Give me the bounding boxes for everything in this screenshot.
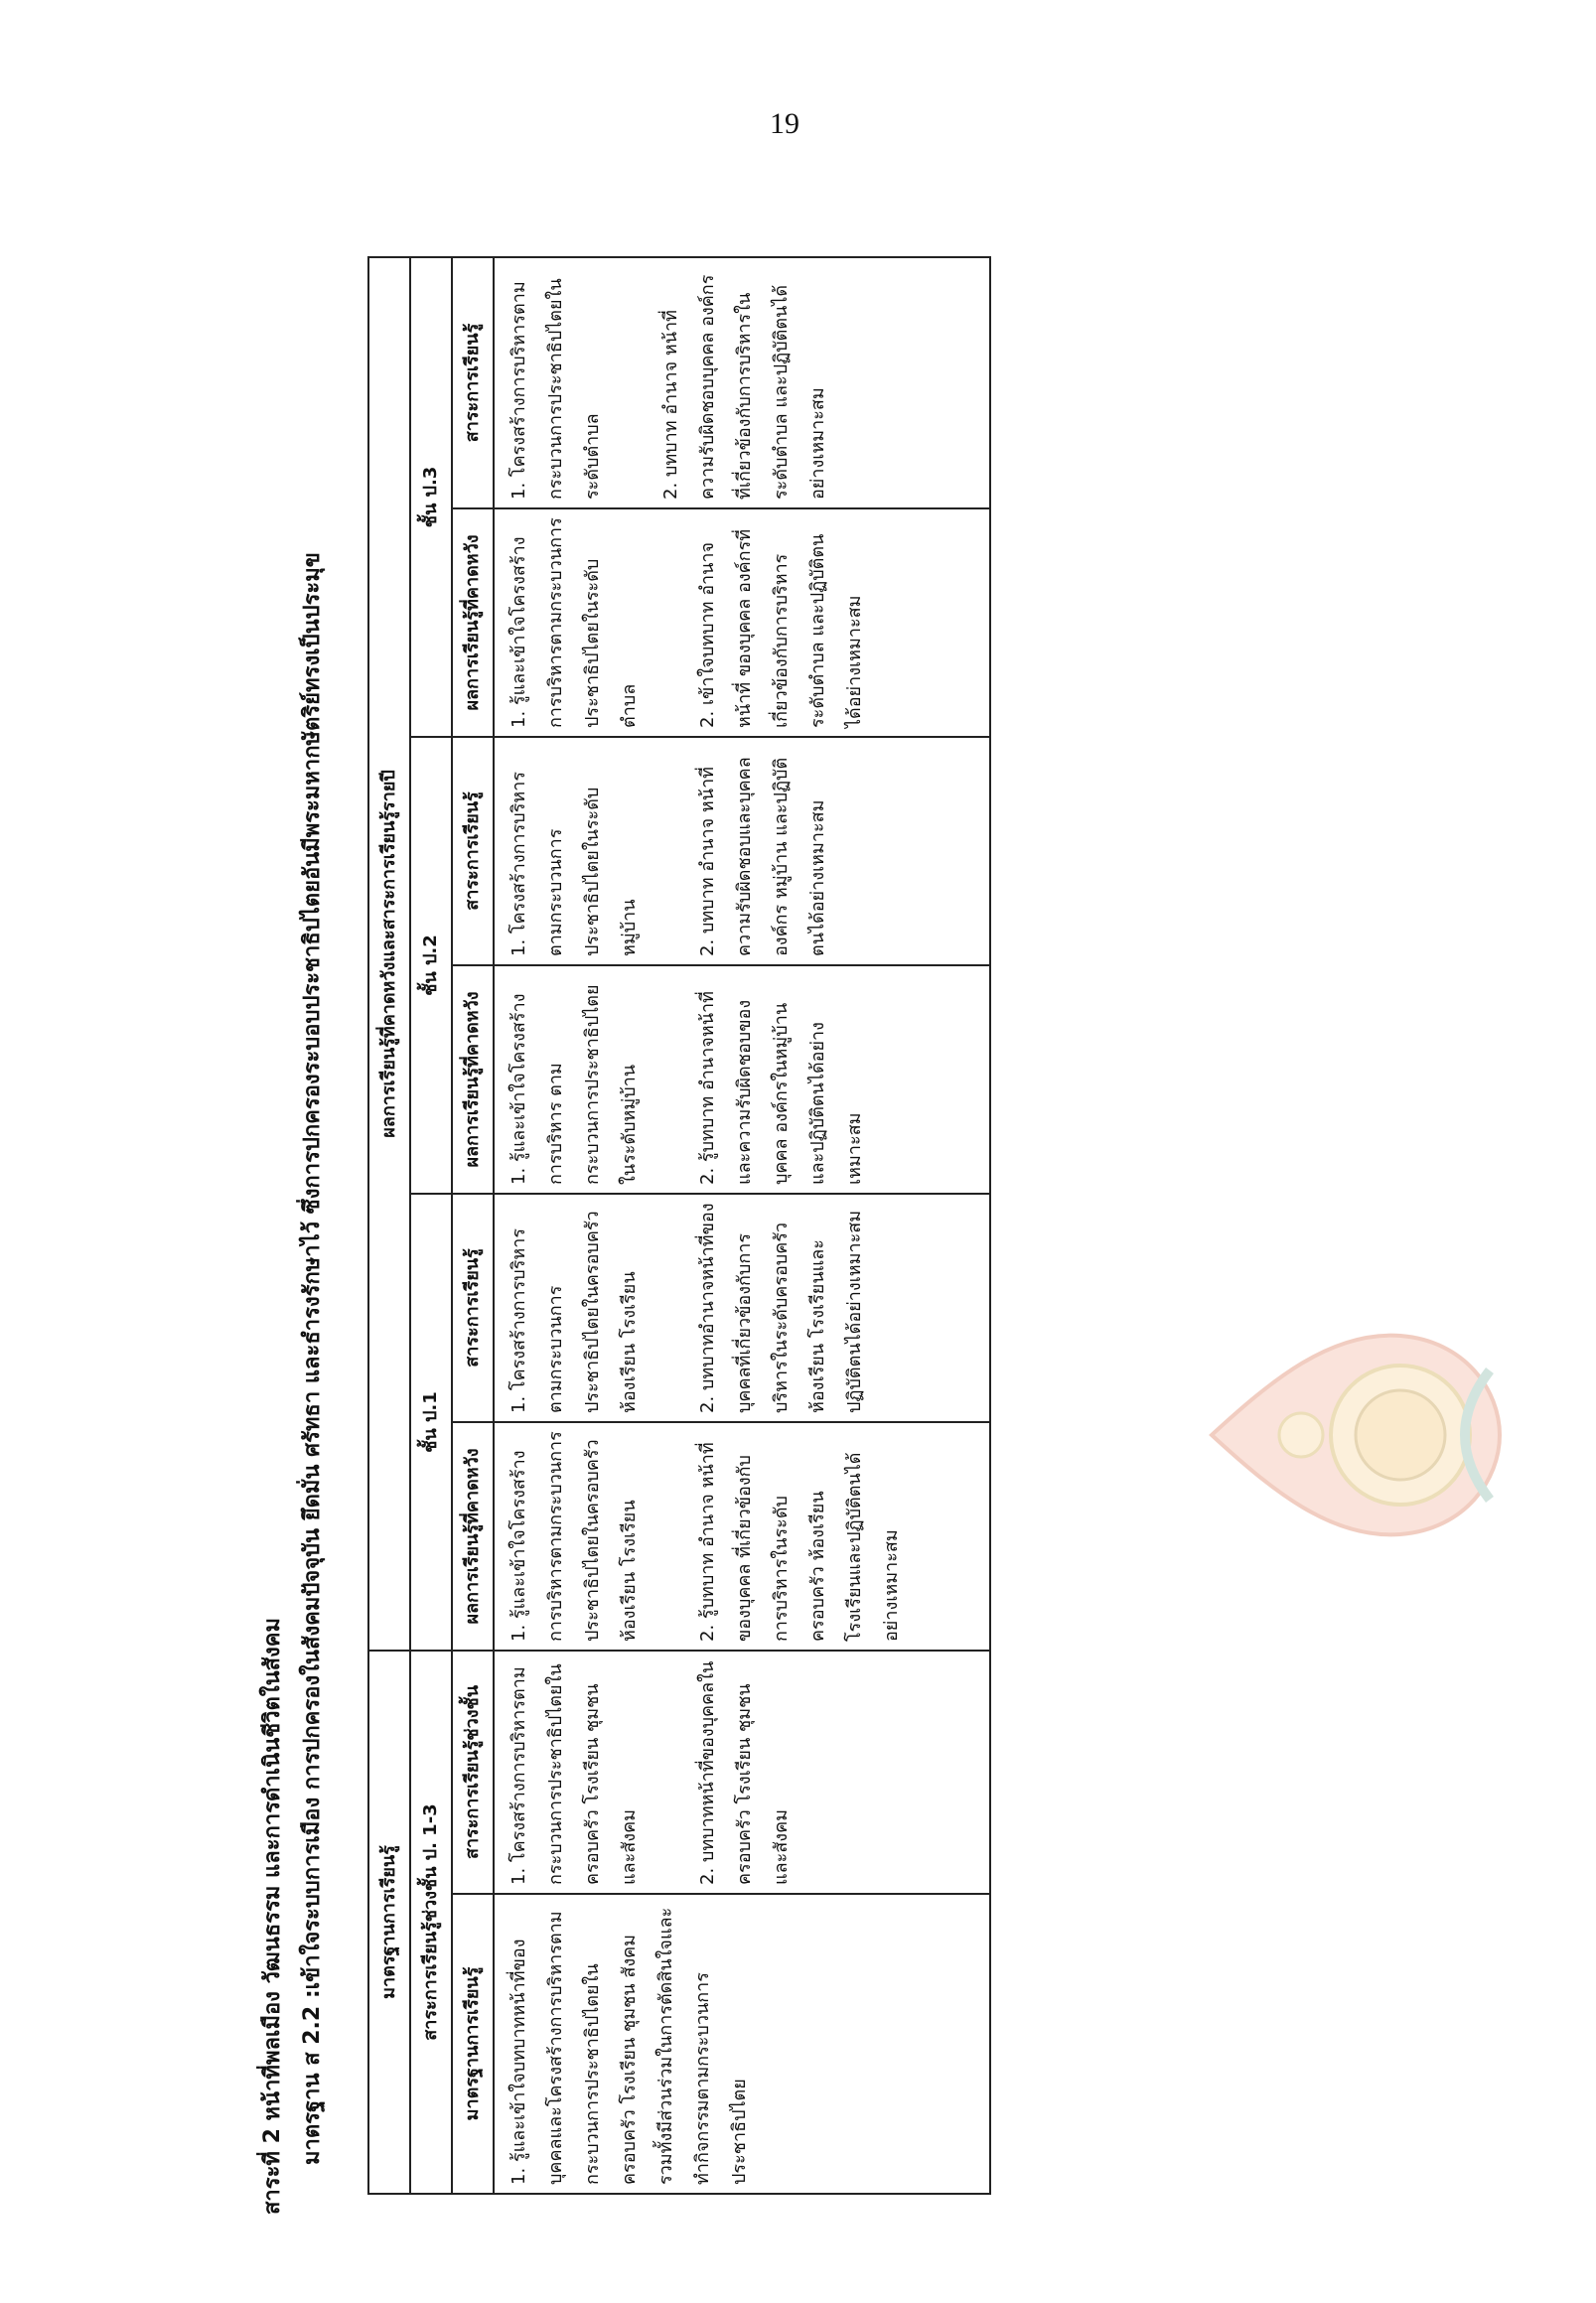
- cell-p1-outcomes: [494, 1422, 990, 1651]
- table-row: [494, 257, 990, 2194]
- col-header-p1-content: สาระการเรียนรู้: [452, 1194, 494, 1422]
- header-grade-p3: ชั้น ป.3: [410, 257, 452, 737]
- cell-standard: [494, 1894, 990, 2194]
- p2-content-2: 2. บทบาท อำนาจ หน้าที่ ความรับผิดชอบและบุคคล องค์กร หมู่บ้าน และปฏิบัติตนได้อย่างเหมาะสม: [697, 757, 828, 956]
- curriculum-table: [367, 256, 991, 2195]
- header-standards-group: มาตรฐานการเรียนรู้: [368, 1651, 410, 2194]
- p3-content-2: 2. บทบาท อำนาจ หน้าที่ ความรับผิดชอบบุคคล องค์กร ที่เกี่ยวข้องกับการบริหารในระดับตำบล และปฏิบัติตนได้อย่างเหมาะสม: [660, 274, 828, 500]
- p3-outcome-1: 1. รู้และเข้าใจโครงสร้างการบริหารตามกระบวนการประชาธิปไตยในระดับตำบล: [508, 517, 640, 728]
- page-number: 19: [770, 107, 799, 140]
- curriculum-item-1: 1. โครงสร้างการบริหารตามกระบวนการประชาธิปไตยในครอบครัว โรงเรียน ชุมชน และสังคม: [508, 1663, 640, 1885]
- standard-text: 1. รู้และเข้าใจบทบาทหน้าที่ของบุคคลและโครงสร้างการบริหารตามกระบวนการประชาธิปไตยในครอบครัว โรงเรียน ชุมชน สังคม รวมทั้งมีส่วนร่วมในการตัดสินใจและทำกิจกรรมตามกระบวนการประชาธิปไตย: [508, 1907, 750, 2185]
- col-header-p2-content: สาระการเรียนรู้: [452, 737, 494, 965]
- cell-p3-outcomes: [494, 508, 990, 737]
- cell-p2-outcomes: [494, 965, 990, 1194]
- p1-content-2: 2. บทบาทอำนาจหน้าที่ของบุคคลที่เกี่ยวข้องกับการบริหารในระดับครอบครัวห้องเรียน โรงเรียนและปฏิบัติตนได้อย่างเหมาะสม: [697, 1203, 865, 1413]
- col-header-curriculum: สาระการเรียนรู้ช่วงชั้น: [452, 1651, 494, 1894]
- col-header-standard: มาตรฐานการเรียนรู้: [452, 1894, 494, 2194]
- strand-title: สาระที่ 2 หน้าที่พลเมือง วัฒนธรรม และการดำเนินชีวิตในสังคม: [260, 1618, 285, 2215]
- p2-outcome-2: 2. รู้บทบาท อำนาจหน้าที่และความรับผิดชอบของบุคคล องค์กรในหมู่บ้าน และปฏิบัติตนได้อย่างเหมาะสม: [697, 991, 865, 1185]
- heading-block: [253, 238, 333, 2215]
- cell-p2-content: [494, 737, 990, 965]
- curriculum-item-2: 2. บทบาทหน้าที่ของบุคคลในครอบครัว โรงเรียน ชุมชนและสังคม: [697, 1660, 792, 1885]
- p3-content-1: 1. โครงสร้างการบริหารตามกระบวนการประชาธิปไตยในระดับตำบล: [508, 278, 603, 500]
- column-header-row: [452, 257, 494, 2194]
- p2-content-1: 1. โครงสร้างการบริหารตามกระบวนการประชาธิปไตยในระดับหมู่บ้าน: [508, 771, 640, 956]
- p1-content-1: 1. โครงสร้างการบริหารตามกระบวนการประชาธิปไตยในครอบครัว ห้องเรียน โรงเรียน: [508, 1211, 640, 1413]
- cell-p3-content: [494, 257, 990, 508]
- p3-outcome-2: 2. เข้าใจบทบาท อำนาจ หน้าที่ ของบุคคล องค์กรที่เกี่ยวข้องกับการบริหารระดับตำบล และปฏิบัติตนได้อย่างเหมาะสม: [697, 528, 865, 728]
- p1-outcome-1: 1. รู้และเข้าใจโครงสร้างการบริหารตามกระบวนการประชาธิปไตยในครอบครัว ห้องเรียน โรงเรียน: [508, 1431, 640, 1642]
- col-header-p3-content: สาระการเรียนรู้: [452, 257, 494, 508]
- header-curriculum-range: สาระการเรียนรู้ช่วงชั้น ป. 1-3: [410, 1651, 452, 2194]
- sub-header-row: [410, 257, 452, 2194]
- obec-emblem-watermark-icon: [1202, 1321, 1510, 1549]
- header-grade-p2: ชั้น ป.2: [410, 737, 452, 1194]
- cell-p1-content: [494, 1194, 990, 1422]
- cell-curriculum: [494, 1651, 990, 1894]
- header-outcomes-group: ผลการเรียนรู้ที่คาดหวังและสาระการเรียนรู้รายปี: [368, 257, 410, 1651]
- col-header-p2-outcomes: ผลการเรียนรู้ที่คาดหวัง: [452, 965, 494, 1194]
- p2-outcome-1: 1. รู้และเข้าใจโครงสร้างการบริหาร ตามกระบวนการประชาธิปไตยในระดับหมู่บ้าน: [508, 984, 640, 1185]
- rotated-page-content: [253, 238, 1326, 2215]
- p1-outcome-2: 2. รู้บทบาท อำนาจ หน้าที่ของบุคคล ที่เกี่ยวข้องกับการบริหารในระดับครอบครัว ห้องเรียน โรงเรียนและปฏิบัติตนได้อย่างเหมาะสม: [697, 1442, 902, 1642]
- group-header-row: [368, 257, 410, 2194]
- col-header-p3-outcomes: ผลการเรียนรู้ที่คาดหวัง: [452, 508, 494, 737]
- header-grade-p1: ชั้น ป.1: [410, 1194, 452, 1651]
- col-header-p1-outcomes: ผลการเรียนรู้ที่คาดหวัง: [452, 1422, 494, 1651]
- standard-title: มาตรฐาน ส 2.2 :เข้าใจระบบการเมือง การปกครองในสังคมปัจจุบัน ยึดมั่น ศรัทธา และธำรงรักษาไว้ ซึ่งการปกครองระบอบประชาธิปไตยอันมีพระมหากษัตริย์ทรงเป็นประมุข: [300, 552, 325, 2165]
